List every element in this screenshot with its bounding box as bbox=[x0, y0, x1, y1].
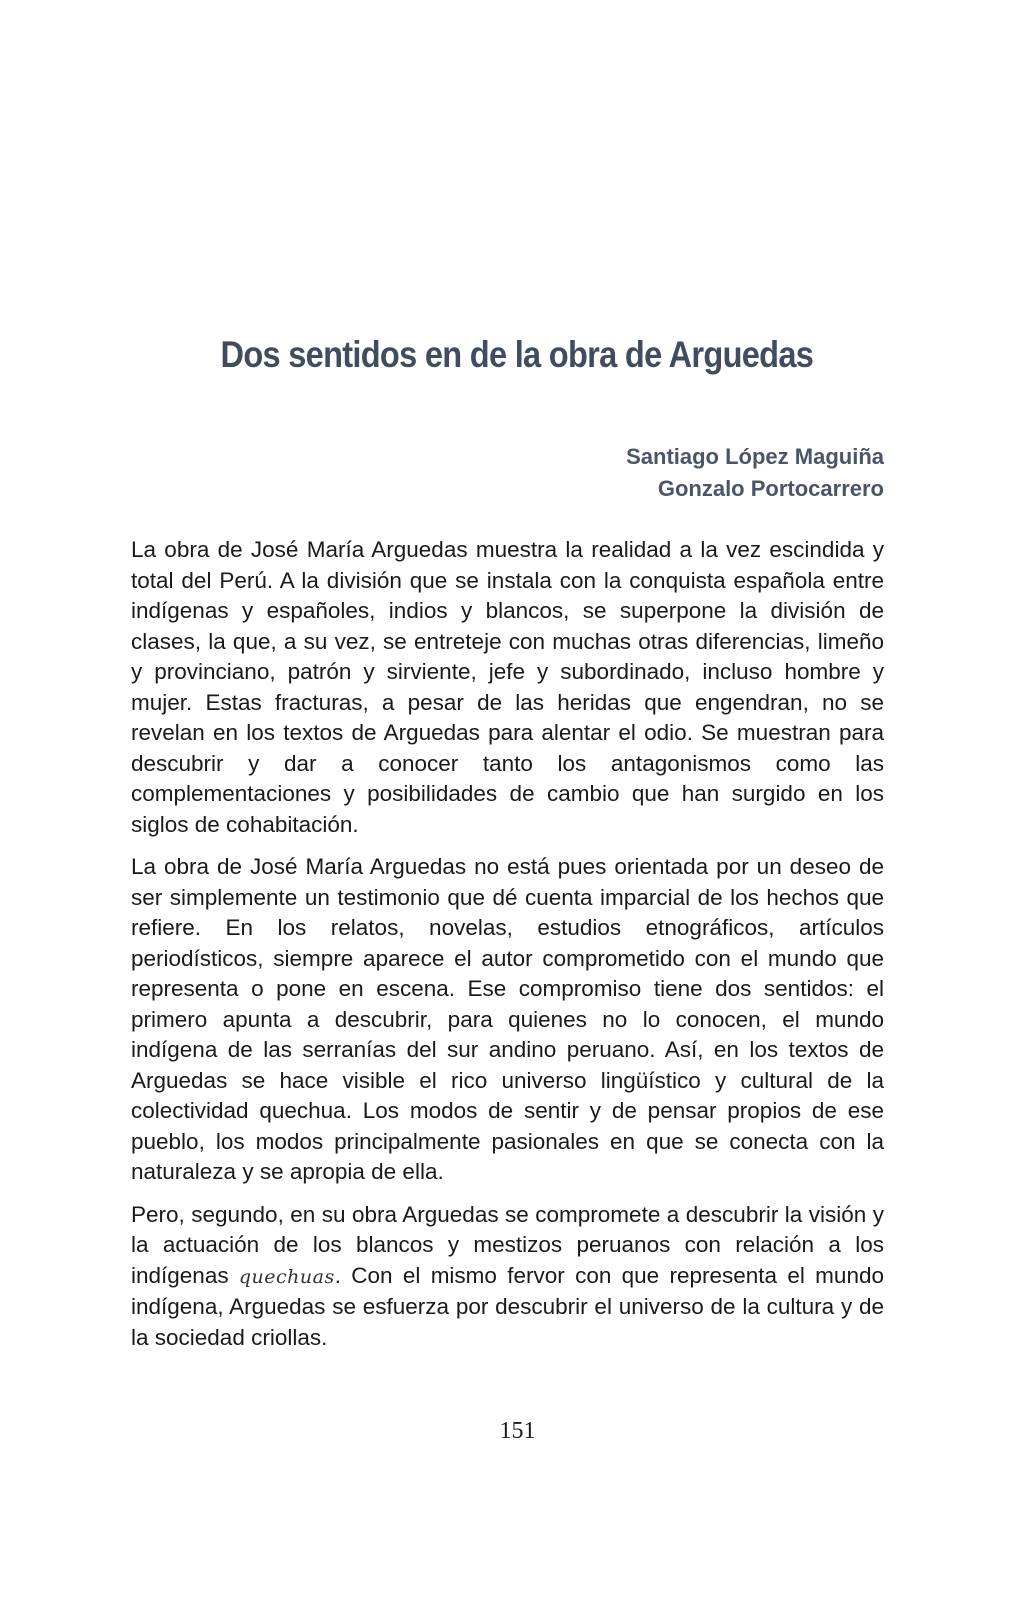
author-block bbox=[626, 441, 884, 505]
paragraph-text: . Con el mismo fervor con que representa el mundo indígena, Arguedas se esfuerza por descubrir el universo de la cultura y de la sociedad criollas. bbox=[131, 1262, 884, 1350]
author-name: Santiago López Maguiña bbox=[626, 444, 884, 469]
paragraph: La obra de José María Arguedas muestra la realidad a la vez escindida y total del Perú. A la división que se instala con la conquista española entre indígenas y españoles, indios y blancos, se superpone la división de clases, la que, a su vez, se entreteje con muchas otras diferencias, limeño y provinciano, patrón y sirviente, jefe y subordinado, incluso hombre y mujer. Estas fracturas, a pesar de las heridas que engendran, no se revelan en los textos de Arguedas para alentar el odio. Se muestran para descubrir y dar a conocer tanto los antagonismos como las complementaciones y posibilidades de cambio que han surgido en los siglos de cohabitación. bbox=[131, 537, 884, 837]
page-title: Dos sentidos en de la obra de Arguedas bbox=[220, 334, 814, 375]
article-body bbox=[131, 535, 884, 1365]
author-name: Gonzalo Portocarrero bbox=[657, 476, 884, 501]
paragraph bbox=[131, 1200, 884, 1354]
page-number: 151 bbox=[499, 1418, 536, 1444]
blackletter-word: quechuas bbox=[238, 1265, 335, 1288]
paragraph: La obra de José María Arguedas no está pues orientada por un deseo de ser simplemente un testimonio que dé cuenta imparcial de los hechos que refiere. En los relatos, novelas, estudios etnográficos, artículos periodísticos, siempre aparece el autor comprometido con el mundo que representa o pone en escena. Ese compromiso tiene dos sentidos: el primero apunta a descubrir, para quienes no lo conocen, el mundo indígena de las serranías del sur andino peruano. Así, en los textos de Arguedas se hace visible el rico universo lingüístico y cultural de la colectividad quechua. Los modos de sentir y de pensar propios de ese pueblo, los modos principalmente pasionales en que se conecta con la naturaleza y se apropia de ella. bbox=[131, 854, 884, 1184]
paragraph-text: Pero, segundo, en su obra Arguedas se compromete a descubrir la visión y la actuación de los blancos y mestizos peruanos con relación a los indígenas bbox=[131, 1201, 884, 1288]
